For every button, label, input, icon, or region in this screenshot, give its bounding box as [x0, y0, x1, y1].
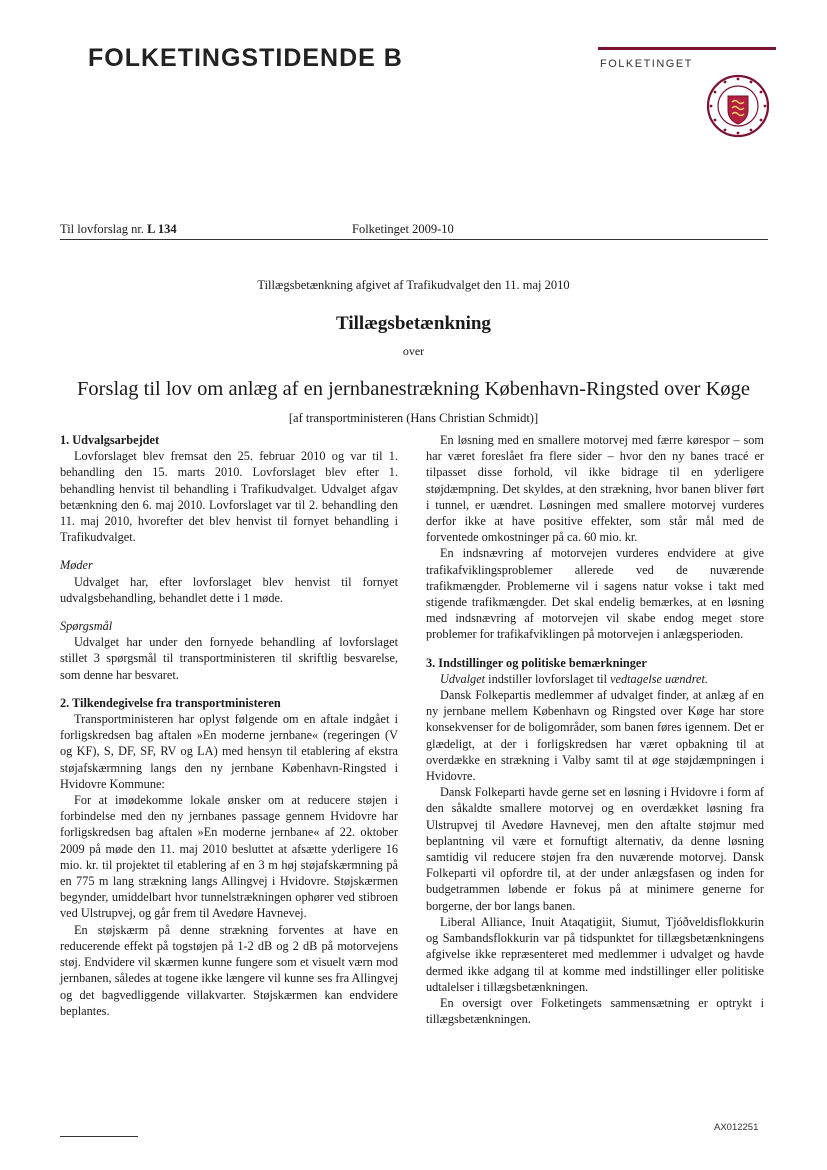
- section-3-paragraph-2: Dansk Folkeparti havde gerne set en løsning i Hvidovre i form af den såkaldte smallere motorvej og en overdækket løsning fra Ulstrupvej til Avedøre Havnevej, men den aftalte støjmur med beplantning vil være et fornuftigt alternativ, da denne løsning samtidig vil reducere støjen fra den nuværende motorvej. Dansk Folkeparti vil opfordre til, at der under anlægsfasen og inden for budgetrammen løbende er fokus på at minimere generne for borgerne, der bor langs banen.: [426, 785, 764, 913]
- section-1-heading: 1. Udvalgsarbejdet: [60, 433, 160, 447]
- bill-number: L 134: [147, 222, 177, 236]
- bill-author: [af transportministeren (Hans Christian Schmidt)]: [288, 411, 539, 425]
- bill-reference: [60, 222, 177, 237]
- footnote-rule: [60, 1136, 138, 1137]
- section-3-paragraph-4: En oversigt over Folketingets sammensætning er optrykt i tillægsbetænkningen.: [426, 995, 764, 1027]
- left-column: [60, 432, 398, 1019]
- institution-rule: [598, 47, 776, 50]
- sporgsmal-paragraph: Udvalget har under den fornyede behandling af lovforslaget stillet 3 spørgsmål til transportministeren til skriftlig besvarelse, som denne har besvaret.: [60, 635, 398, 682]
- moder-heading: Møder: [60, 558, 93, 573]
- lead-middle: indstiller lovforslaget til: [485, 671, 611, 686]
- sporgsmal-block: [60, 618, 398, 683]
- section-2-paragraph-3: En støjskærm på denne strækning forventes at have en reducerende effekt på togstøjen på 1-2 dB og 2 dB på motorvejens støj. Endvidere vil skærmen kunne fungere som et visuelt værn mod jernbanen, således at togene ikke længere vil kunne ses fra Allingvej og det bagvedliggende villakvarter. Støjskærmen kan endvidere beplantes.: [60, 922, 398, 1018]
- right-column: [426, 432, 764, 1027]
- section-3-paragraph-3: Liberal Alliance, Inuit Ataqatigiit, Siumut, Tjóðveldisflokkurin og Sambandsflokkurin var på tidspunktet for tillægsbetænkningens afgivelse ikke repræsenteret med medlemmer i udvalget og havde dermed ikke adgang til at komme med indstillinger eller politiske udtalelser i tillægsbetænkningen.: [426, 914, 764, 994]
- section-3: [426, 655, 764, 1028]
- folketinget-seal-icon: [706, 74, 770, 138]
- document-title: Tillægsbetænkning: [336, 313, 491, 334]
- right-paragraph-1: En løsning med en smallere motorvej med færre kørespor – som har været foreslået fra flere sider – hvor den ny banes tracé er tilpasset disse forhold, vil ikke bidrage til en yderligere støjdæmpning. Det skyldes, at den strækning, hvor banen bliver ført i tunnel, er uændret. Løsningen med smallere motorvej vurderes derfor ikke at have positive effekter, som står mål med de forventede omkostninger på ca. 60 mio. kr.: [426, 433, 764, 545]
- bill-prefix: Til lovforslag nr.: [60, 222, 144, 236]
- sporgsmal-heading: Spørgsmål: [60, 619, 113, 634]
- section-2-paragraph-1: Transportministeren har oplyst følgende om en aftale indgået i forligskredsen bag aftalen »En moderne jernbane« (regeringen (V og KF), S, DF, SF, RV og LA) med hensyn til etablering af ekstra støjafskærmning langs den ny jernbane København-Ringsted i Hvidovre Kommune:: [60, 712, 398, 791]
- moder-paragraph: Udvalget har, efter lovforslaget blev henvist til fornyet udvalgsbehandling, behandlet dette i 1 møde.: [60, 574, 398, 605]
- section-3-paragraph-1: Dansk Folkepartis medlemmer af udvalget finder, at anlæg af en ny jernbane mellem København og Ringsted over Køge har store konsekvenser for de boligområder, som banen føres igennem. Det er glædeligt, at der i forligskredsen har været opbakning til at overdække en strækning i Valby samt til at øge støjdæmpningen i Hvidovre.: [426, 688, 764, 784]
- meta-divider: [60, 239, 768, 240]
- session-label: Folketinget 2009-10: [352, 222, 454, 236]
- section-3-lead: [426, 671, 764, 687]
- institution-name: FOLKETINGET: [600, 58, 693, 70]
- over-line: over: [402, 344, 425, 358]
- publication-masthead: FOLKETINGSTIDENDE B: [88, 44, 403, 72]
- document-code: AX012251: [714, 1122, 759, 1133]
- intro-line: Tillægsbetænkning afgivet af Trafikudvalget den 11. maj 2010: [257, 278, 570, 292]
- moder-block: [60, 557, 398, 606]
- section-2-heading: 2. Tilkendegivelse fra transportministeren: [60, 695, 281, 710]
- lead-committee: Udvalget: [440, 671, 486, 686]
- section-2-continued: [426, 432, 764, 643]
- lead-outcome: vedtagelse uændret.: [610, 671, 708, 686]
- right-paragraph-2: En indsnævring af motorvejen vurderes endvidere at give trafikafviklingsproblemer allerede ved de nuværende trafikmængder. Problemerne vil i sagens natur vokse i takt med stigende trafikmængder. Det skal endelig bemærkes, at en løsning med indsnævring af motorvejen vil skabe endog meget store problemer for trafikafviklingen på motorvejen i anlægsperioden.: [426, 546, 764, 642]
- section-3-heading: 3. Indstillinger og politiske bemærkninger: [426, 655, 647, 670]
- section-1: [60, 432, 398, 545]
- bill-title: Forslag til lov om anlæg af en jernbanestrækning København-Ringsted over Køge: [77, 378, 750, 400]
- bill-meta-row: [60, 222, 768, 240]
- section-1-paragraph: Lovforslaget blev fremsat den 25. februar 2010 og var til 1. behandling den 15. marts 2010. Lovforslaget blev efter 1. behandling henvist til behandling i Trafikudvalget. Udvalget afgav betænkning den 6. maj 2010. Lovforslaget var til 2. behandling den 11. maj 2010, hvorefter det blev henvist til fornyet behandling i Trafikudvalget.: [60, 449, 398, 545]
- section-2: [60, 695, 398, 1019]
- section-2-paragraph-2: For at imødekomme lokale ønsker om at reducere støjen i forbindelse med den ny jernbanes passage gennem Hvidovre har forligskredsen bag aftalen »En moderne jernbane« af 22. oktober 2009 på møde den 11. maj 2010 besluttet at afsætte yderligere 16 mio. kr. til projektet til etablering af en 3 m høj støjafskærmning på en 775 m lang strækning langs Allingvej i Hvidovre. Støjskærmen begynder, umiddelbart hvor tunnelstrækningen ophører ved stibroen ved Ulstrupvej, og går frem til Avedøre Havnevej.: [60, 793, 398, 921]
